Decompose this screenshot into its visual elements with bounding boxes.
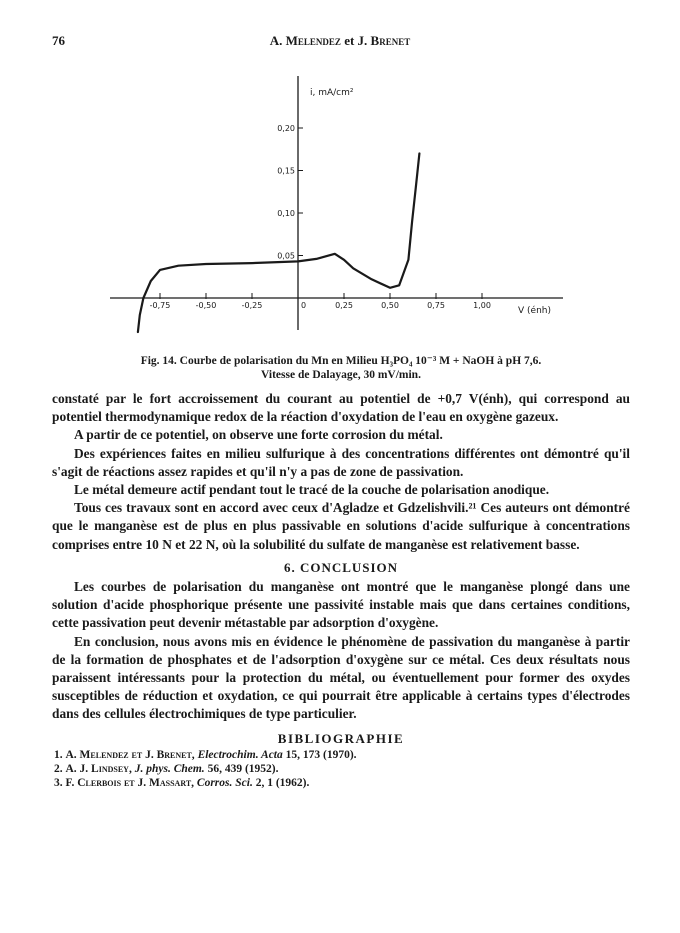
reference-details: 15, 173 (1970). (285, 748, 357, 761)
paragraph-4: Le métal demeure actif pendant tout le tracé de la couche de polarisation anodique. (74, 482, 550, 498)
bibliography-title: BIBLIOGRAPHIE (277, 730, 405, 746)
running-head-author2: Brenet (370, 33, 411, 48)
y-tick-label: 0,05 (277, 251, 295, 261)
section-title: 6. CONCLUSION (283, 559, 399, 575)
reference-details: 56, 439 (1952). (207, 762, 279, 775)
y-axis-label: i, mA/cm² (310, 88, 354, 98)
x-tick-label: 0,50 (381, 301, 399, 310)
reference-details: 2, 1 (1962). (255, 776, 310, 789)
reference-item (52, 762, 630, 776)
caption-line-2: Vitesse de Dalayage, 30 mV/min. (261, 369, 421, 381)
x-tick-label: -0,50 (195, 301, 217, 310)
figure-caption (52, 354, 630, 382)
x-tick-label: 0,75 (427, 301, 445, 310)
running-head-author1: Melendez (285, 33, 341, 48)
reference-number: 3. (54, 776, 63, 789)
polarization-curve (138, 154, 420, 333)
reference-number: 2. (54, 762, 63, 775)
reference-journal: J. phys. Chem. (134, 762, 205, 775)
running-head-prefix: A. (269, 33, 286, 48)
x-axis-label: V (énh) (518, 306, 551, 316)
x-tick-label: 0,25 (335, 301, 353, 310)
x-tick-label: 1,00 (473, 301, 491, 310)
paragraph-5: Tous ces travaux sont en accord avec ceux d'Agladze et Gdzelishvili.²¹ Ces auteurs ont démontré que le manganèse est de plus en plus passivable en solutions d'acide sulfurique à concentrations comprises entre 10 N et 22 N, où la solubilité du sulfate de manganèse est relativement basse. (52, 500, 630, 552)
paragraph-3: Des expériences faites en milieu sulfurique à des concentrations différentes ont démontré qu'il s'agit de réactions assez rapides et qu'il n'y a pas de zone de passivation. (52, 445, 630, 479)
reference-number: 1. (54, 748, 63, 761)
body-text (52, 390, 630, 790)
reference-journal: Corros. Sci. (196, 776, 253, 789)
conclusion-paragraph-2: En conclusion, nous avons mis en évidence le phénomène de passivation du manganèse à partir de la formation de phosphates et de l'adsorption d'oxygène sur ce métal. Ces deux résultats nous paraissent intéressants pour la protection du métal, ou éventuellement pour former des oxydes susceptibles de réduction et oxydation, ce qui pourrait être applicable à certains types d'électrodes dans des cellules électrochimiques de type particulier. (52, 633, 630, 722)
reference-item (52, 776, 630, 790)
page-number: 76 (52, 33, 65, 48)
y-tick-label: 0,15 (277, 166, 295, 176)
caption-line-1: Fig. 14. Courbe de polarisation du Mn en Milieu H₃PO₄ 10⁻³ M + NaOH à pH 7,6. (140, 355, 542, 367)
paragraph-1: constaté par le fort accroissement du courant au potentiel de +0,7 V(énh), qui correspond au potentiel thermodynamique redox de la réaction d'oxydation de l'eau en oxygène gazeux. (52, 391, 630, 425)
conclusion-paragraph-1: Les courbes de polarisation du manganèse ont montré que le manganèse plongé dans une solution d'acide phosphorique présente une passivité instable mais que dans certaines conditions, cette passivation peut devenir métastable par adsorption d'oxygène. (52, 579, 630, 631)
y-tick-label: 0,10 (277, 209, 295, 218)
reference-authors: A. Melendez et J. Brenet, (65, 748, 195, 761)
reference-authors: F. Clerbois et J. Massart, (65, 776, 195, 789)
x-tick-label: 0 (301, 301, 307, 310)
reference-authors: A. J. Lindsey, (65, 762, 132, 775)
paragraph-2: A partir de ce potentiel, on observe une forte corrosion du métal. (74, 427, 443, 443)
x-tick-label: -0,25 (241, 301, 263, 310)
reference-journal: Electrochim. Acta (197, 748, 283, 761)
y-tick-label: 0,20 (277, 124, 295, 133)
running-head-between: et J. (340, 33, 371, 48)
reference-item (52, 748, 630, 762)
x-tick-label: -0,75 (149, 301, 171, 310)
polarization-chart (0, 0, 680, 350)
